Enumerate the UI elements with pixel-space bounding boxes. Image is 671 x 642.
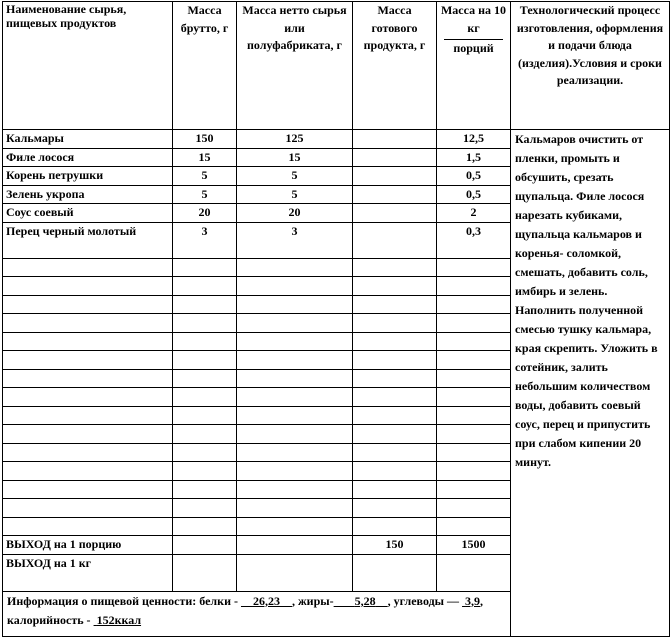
recipe-table [2, 1, 670, 637]
ingredient-netto: 3 [237, 222, 353, 258]
ingredient-per10: 0,5 [437, 185, 511, 204]
header-per-10kg [437, 2, 511, 130]
ingredient-ready [353, 167, 437, 186]
ingredient-netto: 5 [237, 167, 353, 186]
ingredient-ready [353, 148, 437, 167]
output-portion-ready: 150 [353, 536, 437, 555]
header-per-10kg-top: Масса на 10 кг [440, 3, 507, 35]
ingredient-name: Корень петрушки [3, 167, 173, 186]
ingredient-brutto: 5 [173, 167, 237, 186]
ingredient-brutto: 3 [173, 222, 237, 258]
nutrition-info: Информация о пищевой ценности: белки - 26,23 , жиры- 5,28 , углеводы — 3,9, калорийность - 152ккал [3, 591, 670, 636]
ingredient-brutto: 20 [173, 204, 237, 223]
recipe-card [2, 1, 669, 637]
ingredient-name: Филе лосося [3, 148, 173, 167]
nutrition-carbs: 3,9 [465, 593, 481, 608]
ingredient-name: Зелень укропа [3, 185, 173, 204]
header-brutto: Масса брутто, г [173, 2, 237, 130]
ingredient-netto: 125 [237, 130, 353, 149]
nutrition-kcal: 152ккал [96, 612, 142, 627]
table-row [3, 130, 670, 149]
nutrition-carbs-label: , углеводы — [387, 593, 460, 608]
nutrition-prefix: Информация о пищевой ценности: белки - [7, 593, 238, 608]
nutrition-proteins: 26,23 [252, 593, 280, 608]
header-ready-mass: Масса готового продукта, г [353, 2, 437, 130]
header-netto: Масса нетто сырья или полуфабриката, г [237, 2, 353, 130]
header-per-10kg-bottom: порций [444, 39, 503, 58]
ingredient-ready [353, 222, 437, 258]
ingredient-per10: 0,3 [437, 222, 511, 258]
ingredient-netto: 20 [237, 204, 353, 223]
ingredient-brutto: 15 [173, 148, 237, 167]
ingredient-ready [353, 130, 437, 149]
output-kg-label: ВЫХОД на 1 кг [3, 554, 173, 591]
ingredient-per10: 1,5 [437, 148, 511, 167]
ingredient-per10: 2 [437, 204, 511, 223]
header-ingredient-name: Наименование сырья, пищевых продуктов [3, 2, 173, 130]
header-process: Технологический процесс изготовления, оформления и подачи блюда (изделия).Условия и сроки реализации. [511, 2, 670, 130]
ingredient-ready [353, 204, 437, 223]
ingredient-brutto: 5 [173, 185, 237, 204]
output-portion-label: ВЫХОД на 1 порцию [3, 536, 173, 555]
process-description: Кальмаров очистить от пленки, промыть и обсушить, срезать щупальца. Филе лосося нарезать кубиками, щупальца кальмаров и коренья- соломкой, смешать, добавить соль, имбирь и зелень. Наполнить полученной смесью тушку кальмара, края скрепить. Уложить в сотейник, залить небольшим количеством воды, добавить соевый соус, перец и припустить при слабом кипении 20 минут. [511, 130, 670, 637]
ingredient-netto: 15 [237, 148, 353, 167]
ingredient-ready [353, 185, 437, 204]
nutrition-row [3, 591, 670, 636]
ingredient-brutto: 150 [173, 130, 237, 149]
nutrition-fats-label: , жиры- [291, 593, 334, 608]
ingredient-per10: 0,5 [437, 167, 511, 186]
nutrition-kcal-label: калорийность - [7, 612, 91, 627]
ingredient-name: Кальмары [3, 130, 173, 149]
nutrition-fats: 5,28 [354, 593, 376, 608]
ingredient-name: Соус соевый [3, 204, 173, 223]
header-row [3, 2, 670, 130]
ingredient-per10: 12,5 [437, 130, 511, 149]
ingredient-netto: 5 [237, 185, 353, 204]
output-portion-per10: 1500 [437, 536, 511, 555]
ingredient-name: Перец черный молотый [3, 222, 173, 258]
